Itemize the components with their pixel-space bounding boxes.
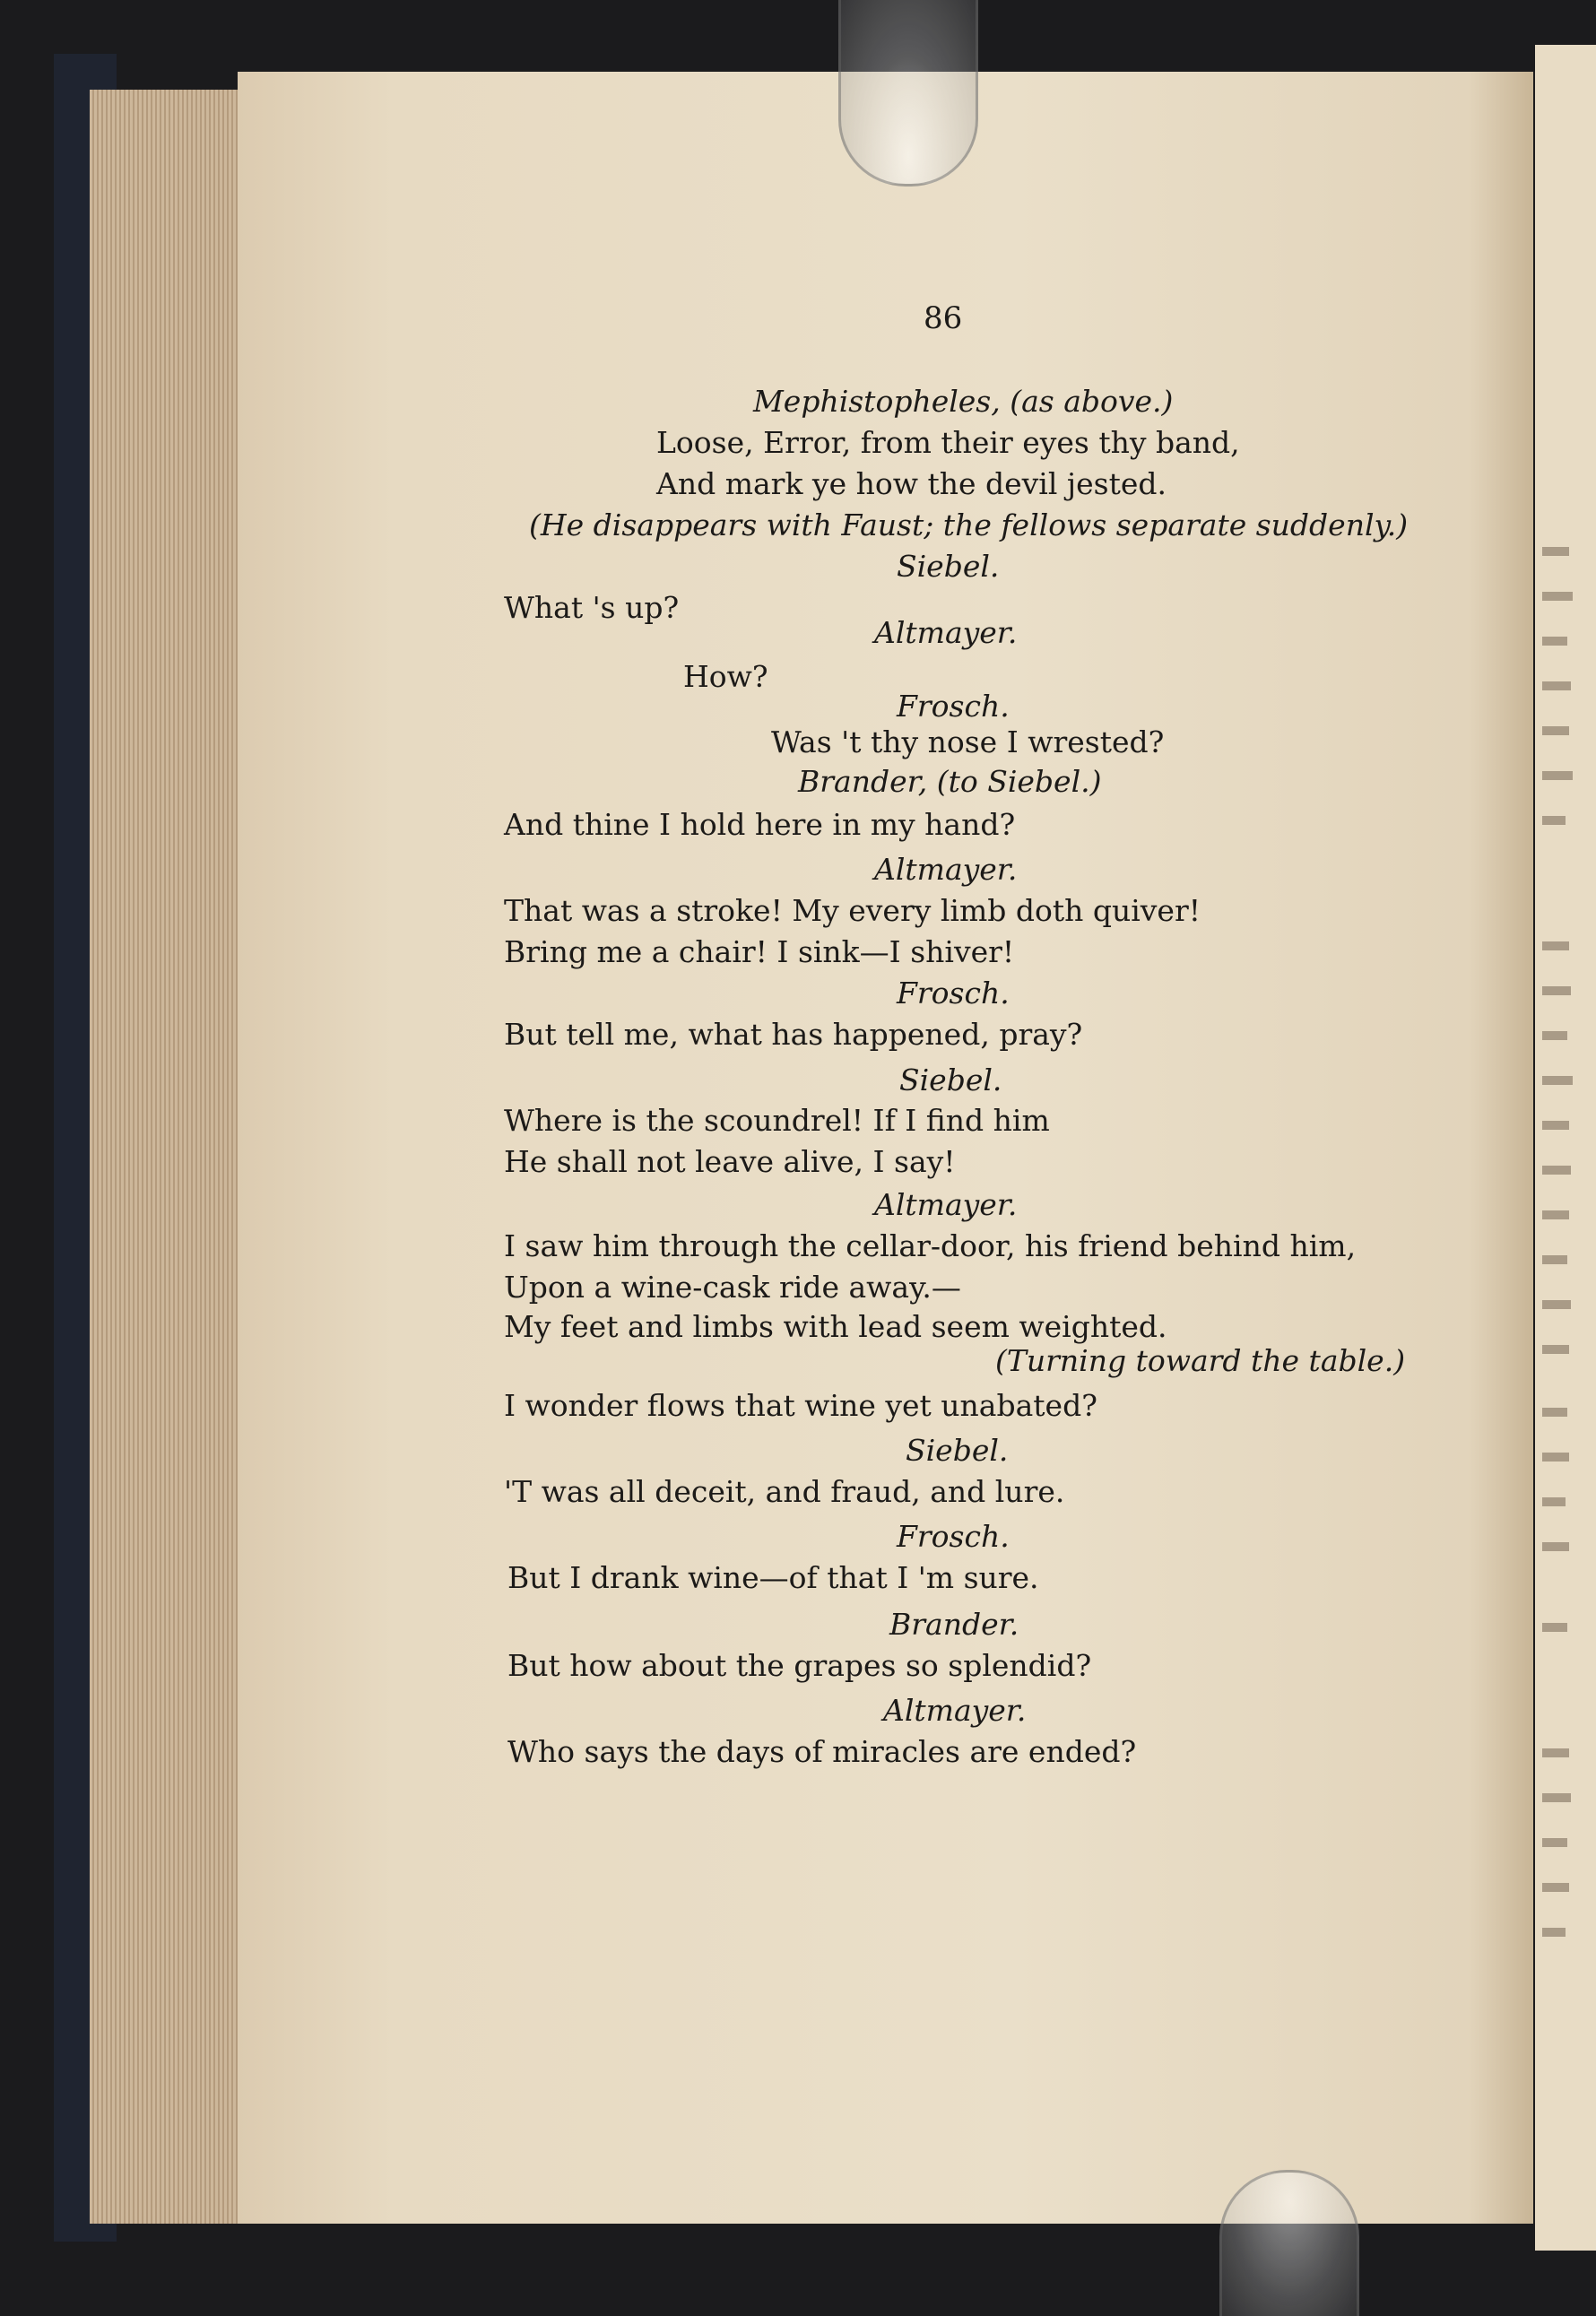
page-number: 86	[924, 300, 963, 336]
text-line: But how about the grapes so splendid?	[507, 1648, 1092, 1683]
page-clip-bottom	[1219, 2170, 1359, 2316]
text-line: And mark ye how the devil jested.	[656, 466, 1167, 501]
text-line: But tell me, what has happened, pray?	[504, 1017, 1083, 1052]
text-line: I saw him through the cellar-door, his friend behind him,	[504, 1228, 1357, 1263]
text-line: Loose, Error, from their eyes thy band,	[656, 425, 1240, 460]
facing-page-edge	[1535, 45, 1596, 2251]
speaker-line: Altmayer.	[874, 1187, 1018, 1222]
speaker-line: Mephistopheles, (as above.)	[753, 384, 1174, 419]
speaker-line: Siebel.	[897, 549, 1000, 584]
text-line: How?	[683, 659, 768, 694]
text-line: My feet and limbs with lead seem weighted.	[504, 1309, 1167, 1344]
speaker-line: Frosch.	[897, 1519, 1010, 1554]
page-edges	[90, 90, 242, 2224]
stage-direction: (He disappears with Faust; the fellows separate suddenly.)	[529, 507, 1409, 542]
text-line: That was a stroke! My every limb doth quiver!	[504, 893, 1201, 928]
text-line: He shall not leave alive, I say!	[504, 1144, 956, 1179]
speaker-line: Siebel.	[906, 1433, 1009, 1468]
speaker-line: Siebel.	[899, 1063, 1002, 1097]
text-line: Upon a wine-cask ride away.—	[504, 1270, 961, 1305]
speaker-line: Brander, (to Siebel.)	[798, 764, 1102, 799]
speaker-line: Frosch.	[897, 976, 1010, 1011]
text-line: 'T was all deceit, and fraud, and lure.	[504, 1474, 1065, 1509]
text-line: Where is the scoundrel! If I find him	[504, 1103, 1050, 1138]
text-line: Was 't thy nose I wrested?	[771, 724, 1165, 759]
text-line: What 's up?	[504, 590, 680, 625]
speaker-line: Brander.	[889, 1607, 1019, 1642]
speaker-line: Altmayer.	[874, 615, 1018, 650]
text-line: And thine I hold here in my hand?	[504, 807, 1016, 842]
speaker-line: Frosch.	[897, 689, 1010, 724]
speaker-line: Altmayer.	[883, 1693, 1027, 1728]
text-line: Who says the days of miracles are ended?	[507, 1734, 1137, 1769]
text-line: But I drank wine—of that I 'm sure.	[507, 1560, 1039, 1595]
page-clip-top	[838, 0, 978, 186]
text-line: I wonder flows that wine yet unabated?	[504, 1388, 1097, 1423]
speaker-line: Altmayer.	[874, 852, 1018, 887]
text-line: Bring me a chair! I sink—I shiver!	[504, 934, 1015, 969]
stage-direction: (Turning toward the table.)	[995, 1343, 1406, 1378]
